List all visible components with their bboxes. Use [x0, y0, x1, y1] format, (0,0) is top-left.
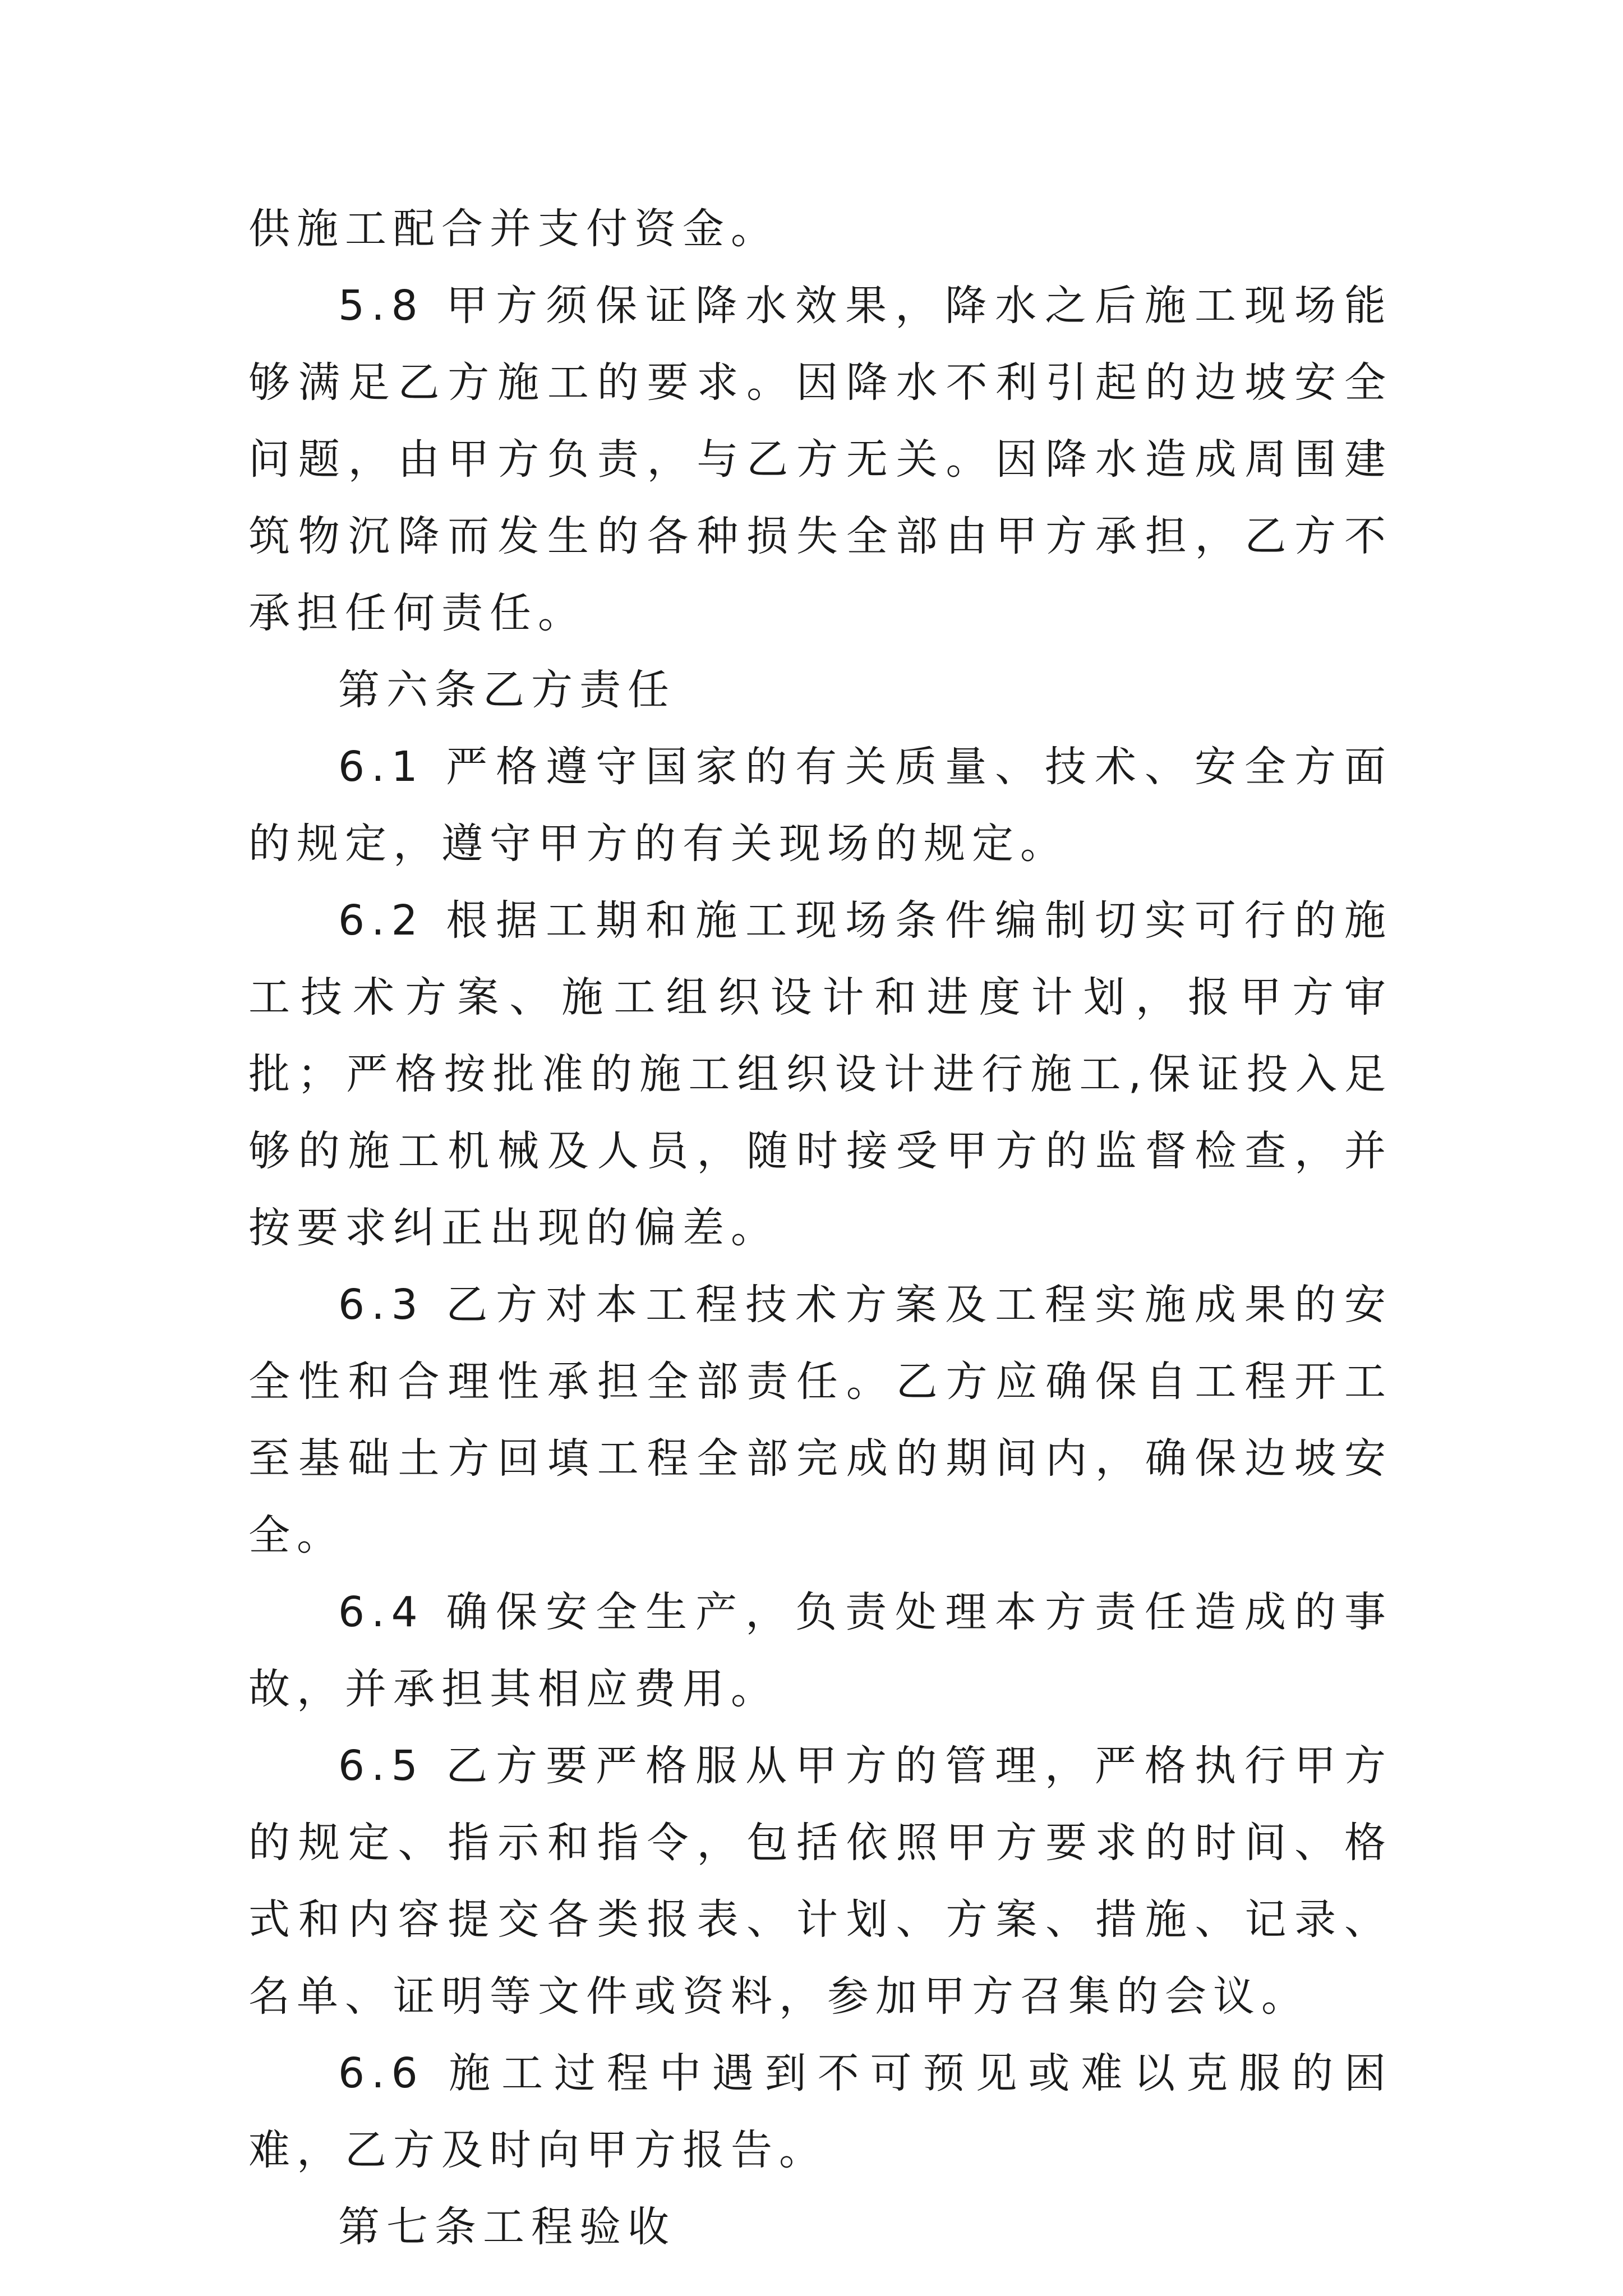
- paragraph-continuation: 供施工配合并支付资金。: [248, 205, 779, 253]
- clause-6-1: 6.1 严格遵守国家的有关质量、技术、安全方面的规定，遵守甲方的有关现场的规定。: [248, 743, 1393, 868]
- clause-5-8: 5.8 甲方须保证降水效果，降水之后施工现场能够满足乙方施工的要求。因降水不利引起的边坡安全问题，由甲方负责，与乙方无关。因降水造成周围建筑物沉降而发生的各种损失全部由甲方承担，乙方不承担任何责任。: [248, 282, 1393, 637]
- clause-6-4: 6.4 确保安全生产，负责处理本方责任造成的事故，并承担其相应费用。: [248, 1588, 1393, 1713]
- clause-6-2: 6.2 根据工期和施工现场条件编制切实可行的施工技术方案、施工组织设计和进度计划，报甲方审批；严格按批准的施工组织设计进行施工,保证投入足够的施工机械及人员，随时接受甲方的监督检查，并按要求纠正出现的偏差。: [248, 896, 1393, 1252]
- clause-6-6: 6.6 施工过程中遇到不可预见或难以克服的困难，乙方及时向甲方报告。: [248, 2049, 1393, 2174]
- clause-6-3: 6.3 乙方对本工程技术方案及工程实施成果的安全性和合理性承担全部责任。乙方应确保自工程开工至基础土方回填工程全部完成的期间内，确保边坡安全。: [248, 1281, 1393, 1559]
- clause-6-5: 6.5 乙方要严格服从甲方的管理，严格执行甲方的规定、指示和指令，包括依照甲方要求的时间、格式和内容提交各类报表、计划、方案、措施、记录、名单、证明等文件或资料，参加甲方召集的会议。: [248, 1742, 1393, 2021]
- article-7-heading: 第七条工程验收: [338, 2203, 676, 2251]
- document-body: [248, 191, 1393, 2266]
- article-6-heading: 第六条乙方责任: [338, 666, 676, 714]
